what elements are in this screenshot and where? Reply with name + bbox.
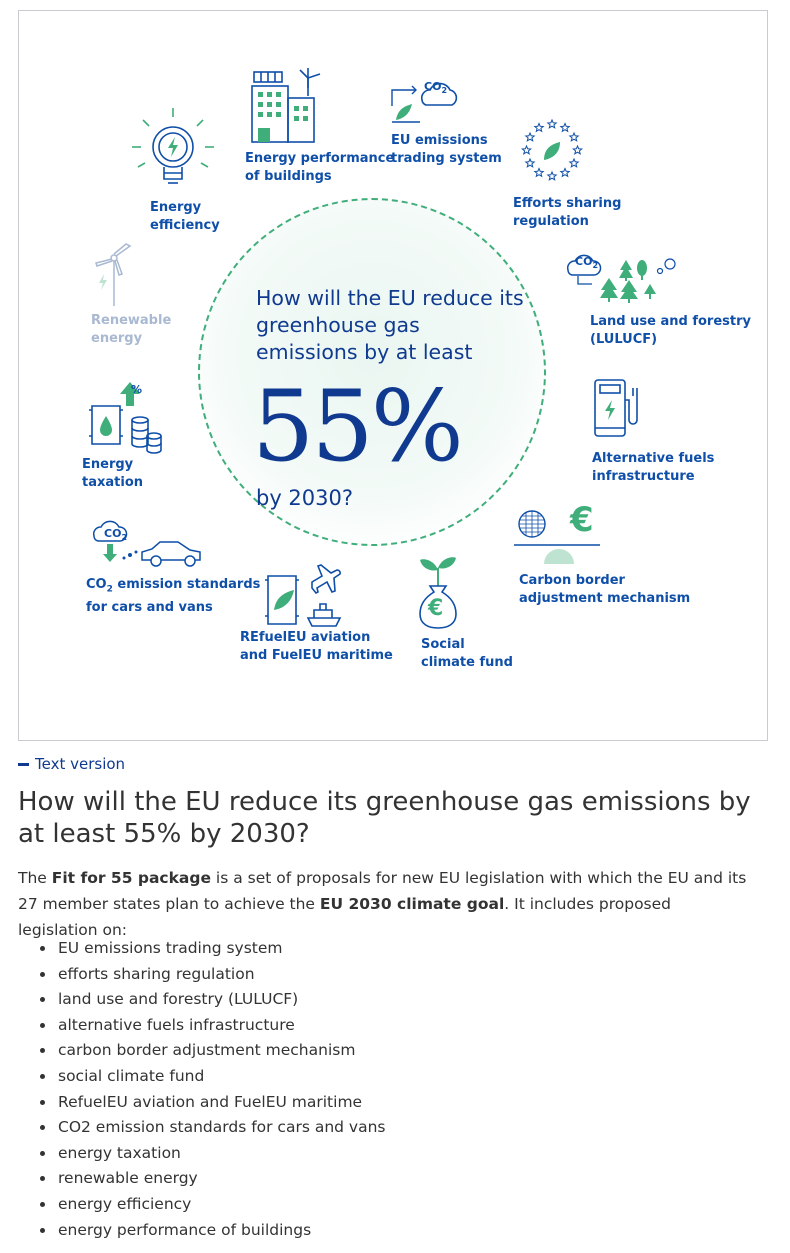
label-eu-ets: EU emissions trading system: [391, 133, 502, 166]
label-alternative-fuels: Alternative fuels infrastructure: [592, 451, 715, 484]
text-version-toggle[interactable]: [18, 755, 125, 773]
target-year: by 2030?: [256, 486, 354, 510]
climate-goal-emphasis: EU 2030 climate goal: [319, 895, 505, 913]
list-item: land use and forestry (LULUCF): [58, 987, 386, 1013]
list-item: EU emissions trading system: [58, 936, 386, 962]
wind-turbine-icon: [90, 242, 138, 308]
page-heading: How will the EU reduce its greenhouse gas emissions by at least 55% by 2030?: [18, 787, 751, 849]
eu-stars-leaf-icon: [514, 116, 590, 186]
co2-icon-text-2: $CO_2$: [575, 255, 599, 271]
fit-for-55-emphasis: Fit for 55 package: [51, 869, 211, 887]
fuel-plane-ship-icon: [262, 560, 350, 628]
label-energy-performance: Energy performance of buildings: [245, 151, 395, 184]
charging-station-icon: [592, 376, 640, 442]
list-item: CO2 emission standards for cars and vans: [58, 1115, 386, 1141]
label-efforts-sharing: Efforts sharing regulation: [513, 196, 622, 229]
list-item: renewable energy: [58, 1166, 386, 1192]
intro-paragraph: The Fit for 55 package is a set of proposals for new EU legislation with which the EU and its 27 member states plan to achieve the EU 2030 climate goal. It includes proposed legislation on:: [18, 869, 747, 939]
label-refuel: REfuelEU aviation and FuelEU maritime: [240, 630, 393, 663]
co2-icon-text-3: $CO_2$: [104, 527, 128, 543]
list-item: energy efficiency: [58, 1192, 386, 1218]
list-item: carbon border adjustment mechanism: [58, 1038, 386, 1064]
text-version-label: Text version: [35, 755, 126, 773]
label-energy-taxation: Energy taxation: [82, 457, 144, 490]
list-item: energy taxation: [58, 1141, 386, 1167]
list-item: efforts sharing regulation: [58, 962, 386, 988]
legislation-list: [18, 936, 386, 1243]
euro-symbol-cbam: €: [570, 500, 594, 540]
list-item: RefuelEU aviation and FuelEU maritime: [58, 1090, 386, 1116]
collapse-icon: [18, 763, 29, 766]
central-question: How will the EU reduce its greenhouse gas emissions by at least: [256, 286, 524, 364]
target-percentage: 55%: [252, 370, 461, 484]
building-solar-icon: [248, 64, 326, 146]
fuel-coins-icon: [86, 380, 166, 458]
label-social-climate-fund: Social climate fund: [421, 637, 513, 670]
co2-icon-text: $CO_2$: [424, 80, 448, 96]
percent-symbol: %: [131, 383, 143, 396]
euro-symbol-fund: €: [428, 596, 444, 621]
list-item: social climate fund: [58, 1064, 386, 1090]
list-item: alternative fuels infrastructure: [58, 1013, 386, 1039]
label-energy-efficiency: Energy efficiency: [150, 200, 220, 233]
label-cbam: Carbon border adjustment mechanism: [519, 573, 691, 606]
label-co2-standards: $CO_2$ emission standards for cars and vans: [86, 577, 261, 615]
lightbulb-gear-icon: [128, 105, 218, 195]
list-item: energy performance of buildings: [58, 1218, 386, 1244]
label-land-use: Land use and forestry (LULUCF): [590, 314, 751, 347]
label-renewable-energy: Renewable energy: [91, 313, 172, 346]
